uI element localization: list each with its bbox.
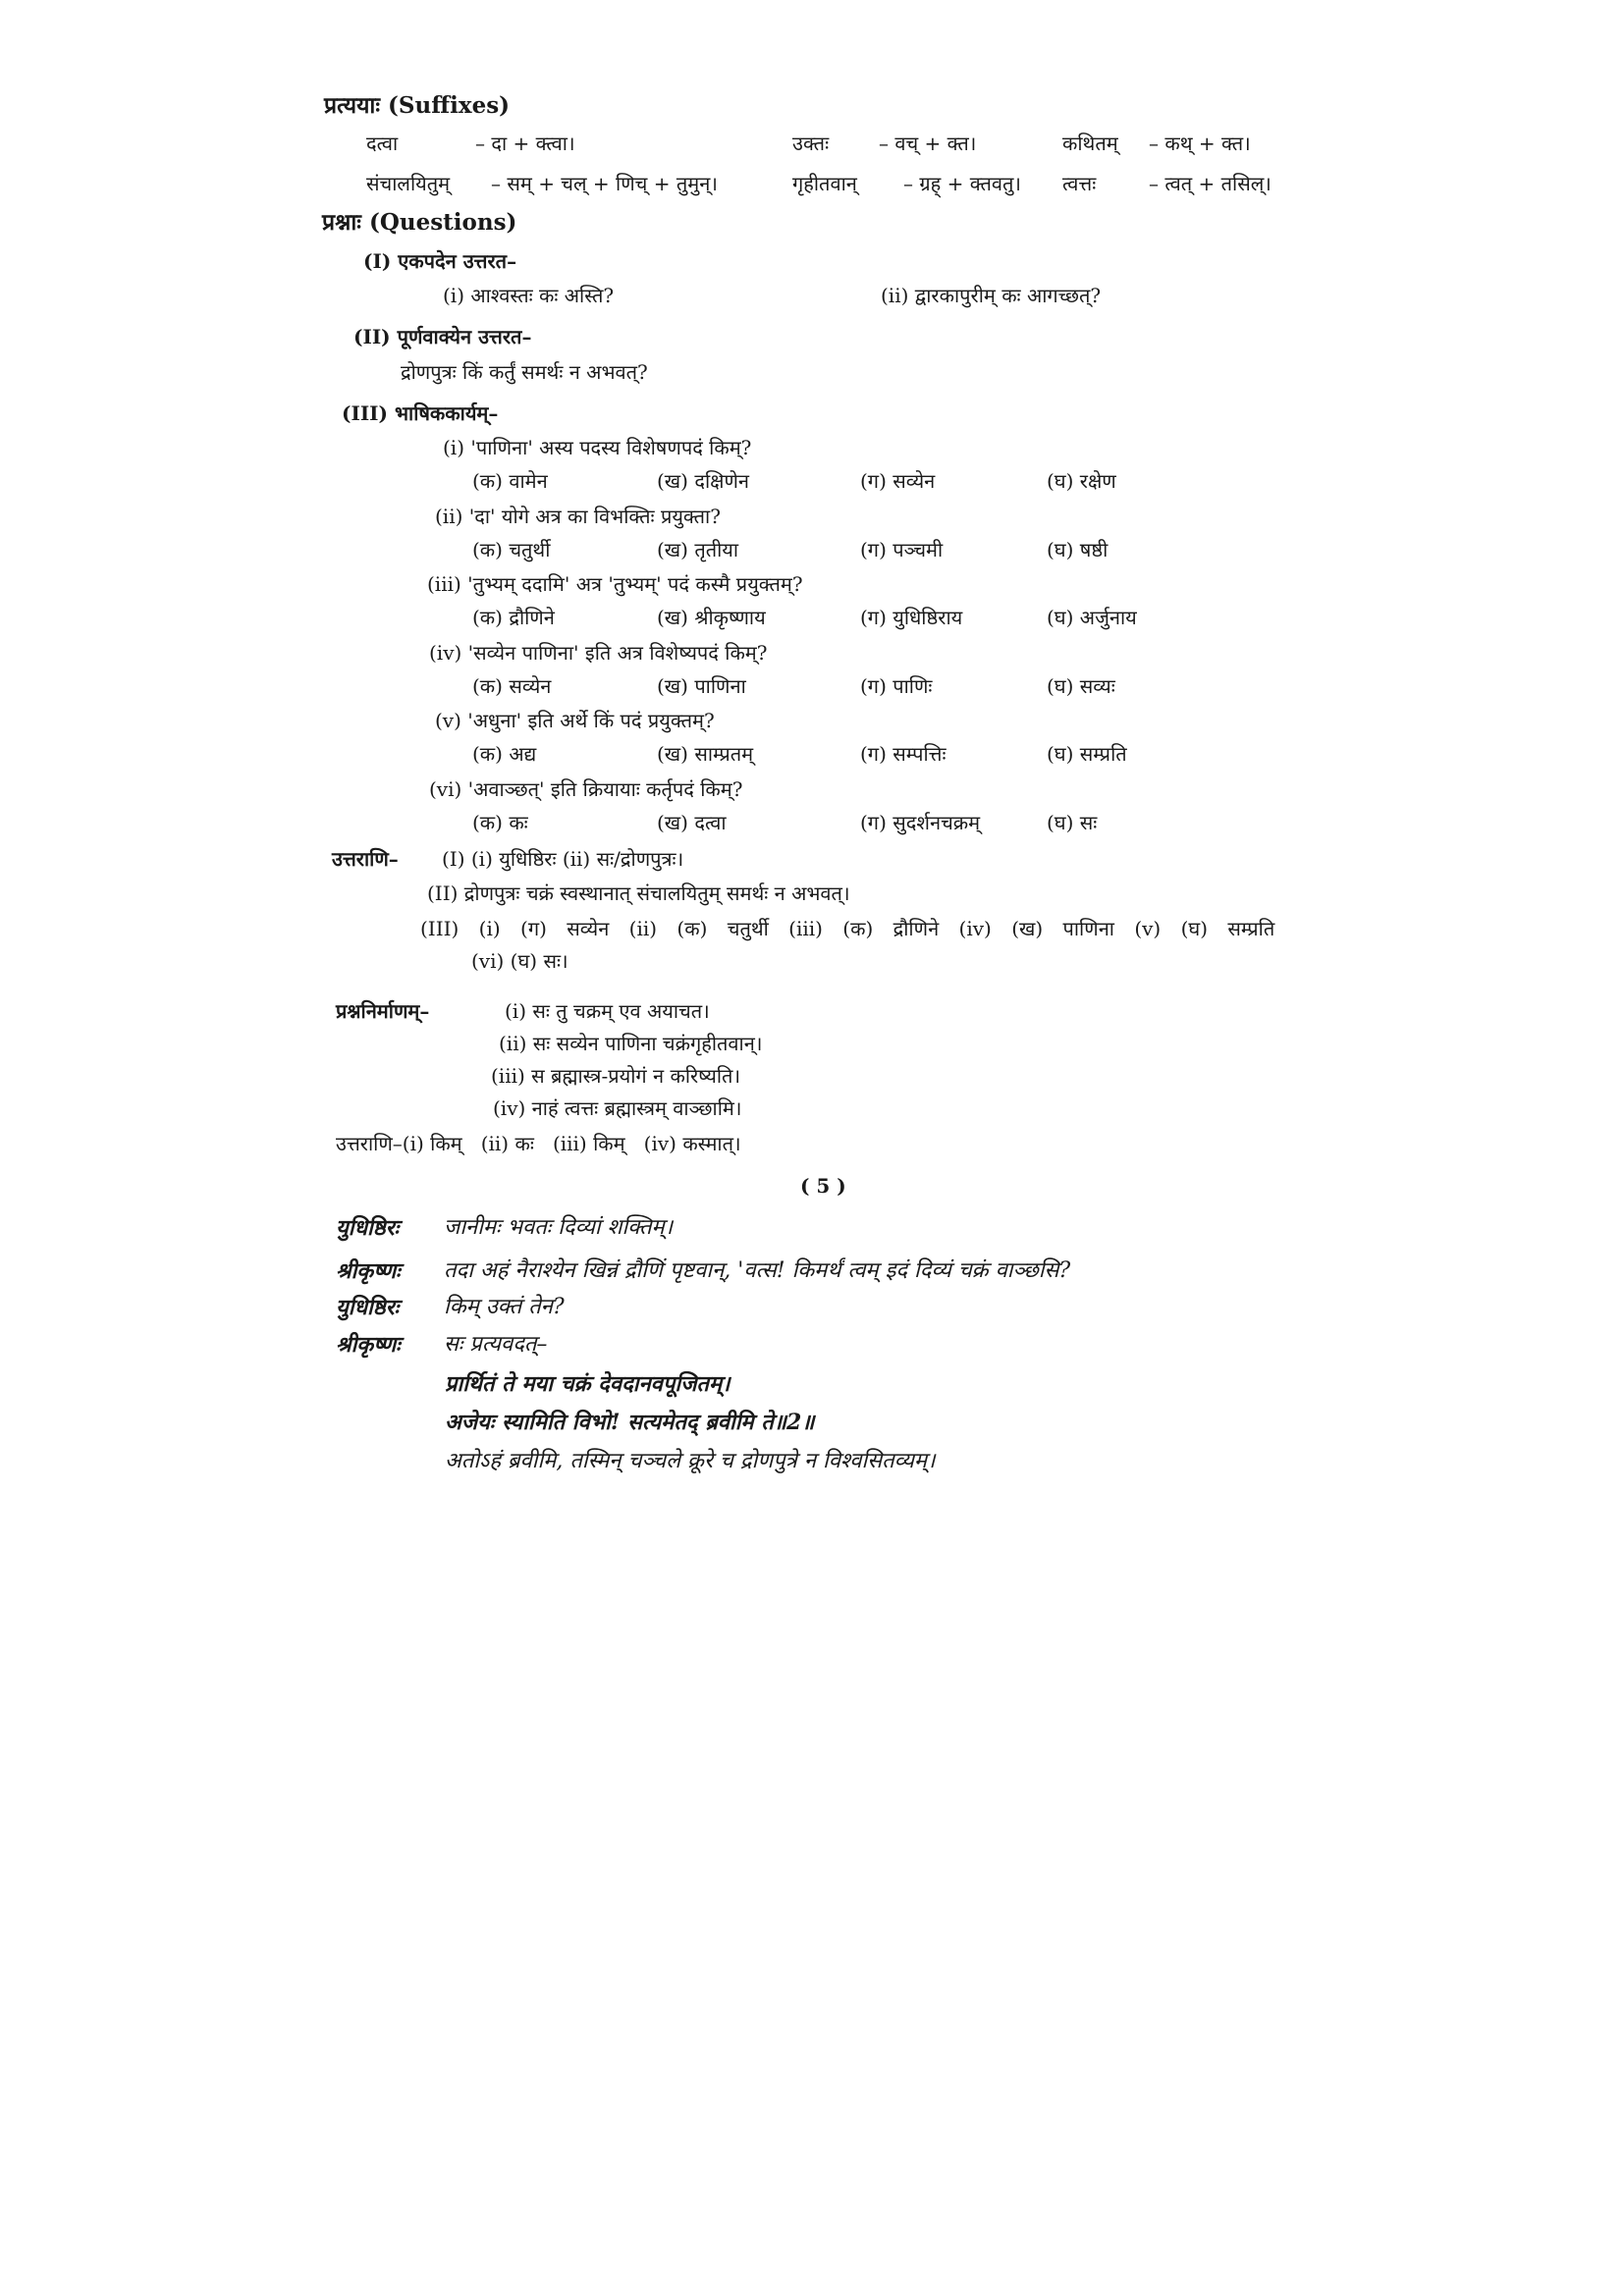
answer-line: (II) द्रोणपुत्रः चक्रं स्वस्थानात् संचालयितुम् समर्थः न अभवत्। xyxy=(427,881,850,905)
answer-option: (ख) साम्प्रतम् xyxy=(657,742,754,766)
question-item: (ii) द्वारकापुरीम् कः आगच्छत्? xyxy=(881,284,1102,307)
answer-option: (ग) सम्पत्तिः xyxy=(860,742,947,766)
one-word-label: (I) एकपदेन उत्तरत– xyxy=(363,249,517,273)
answer-option: (क) सव्येन xyxy=(472,673,552,698)
questions-heading: प्रश्नाः (Questions) xyxy=(322,209,517,236)
suffix-word: संचालयितुम् xyxy=(366,172,451,195)
suffix-formation: – ग्रह् + क्तवतु। xyxy=(903,172,1021,195)
language-question: (iii) 'तुभ्यम् ददामि' अत्र 'तुभ्यम्' पदं कस्मै प्रयुक्तम्? xyxy=(427,572,803,596)
speaker-name: युधिष्ठिरः xyxy=(336,1215,400,1241)
answer-option: (घ) सम्प्रति xyxy=(1047,742,1127,766)
answer-option: (ग) सुदर्शनचक्रम् xyxy=(860,810,981,834)
speaker-name: युधिष्ठिरः xyxy=(336,1295,400,1320)
dialogue-text: सः प्रत्यवदत्– xyxy=(444,1332,548,1357)
answer-option: (ग) सव्येन xyxy=(860,469,936,493)
suffix-word: उक्तः xyxy=(792,132,830,155)
answer-option: (क) वामेन xyxy=(472,469,548,493)
answer-option: (ख) तृतीया xyxy=(657,537,739,561)
answer-option: (ख) दत्वा xyxy=(657,810,727,834)
suffix-word: दत्वा xyxy=(366,132,399,155)
question-making-item: (ii) सः सव्येन पाणिना चक्रंगृहीतवान्। xyxy=(499,1032,763,1055)
verse-line: अजेयः स्यामिति विभो! सत्यमेतद् ब्रवीमि ते॥2॥ xyxy=(445,1410,815,1435)
language-question: (i) 'पाणिना' अस्य पदस्य विशेषणपदं किम्? xyxy=(443,436,752,459)
question-making-answers: उत्तराणि–(i) किम् (ii) कः (iii) किम् (iv) कस्मात्। xyxy=(336,1132,741,1155)
answer-option: (ख) दक्षिणेन xyxy=(657,469,750,493)
language-question: (vi) 'अवाञ्छत्' इति क्रियायाः कर्तृपदं किम्? xyxy=(429,776,743,801)
suffixes-heading: प्रत्ययाः (Suffixes) xyxy=(324,92,511,119)
answer-option: (क) द्रौणिने xyxy=(472,606,555,629)
suffix-formation: – त्वत् + तसिल्। xyxy=(1149,172,1271,195)
full-sentence-label: (II) पूर्णवाक्येन उत्तरत– xyxy=(353,325,532,348)
answer-option: (ख) श्रीकृष्णाय xyxy=(657,606,766,629)
answer-line: (I) (i) युधिष्ठिरः (ii) सः/द्रोणपुत्रः। xyxy=(442,847,684,871)
question-making-item: (i) सः तु चक्रम् एव अयाचत। xyxy=(505,999,710,1023)
suffix-word: कथितम् xyxy=(1062,132,1118,155)
language-work-label: (III) भाषिककार्यम्– xyxy=(342,401,499,425)
question-item: (i) आश्वस्तः कः अस्ति? xyxy=(443,284,615,307)
answer-option: (ख) पाणिना xyxy=(657,673,746,698)
suffix-formation: – वच् + क्त। xyxy=(879,132,977,155)
language-question: (v) 'अधुना' इति अर्थे किं पदं प्रयुक्तम्? xyxy=(435,709,715,732)
answer-option: (क) चतुर्थी xyxy=(472,537,551,561)
suffix-formation: – दा + क्त्वा। xyxy=(475,132,575,155)
question-making-item: (iv) नाहं त्वत्तः ब्रह्मास्त्रम् वाञ्छामि। xyxy=(493,1096,742,1120)
suffix-word: त्वत्तः xyxy=(1062,172,1097,195)
dialogue-text: जानीमः भवतः दिव्यां शक्तिम्। xyxy=(444,1215,674,1240)
answer-option: (घ) षष्ठी xyxy=(1047,537,1109,561)
answer-option: (घ) अर्जुनाय xyxy=(1047,606,1137,629)
language-question: (ii) 'दा' योगे अत्र का विभक्तिः प्रयुक्ता? xyxy=(435,504,721,528)
closing-line: अतोऽहं ब्रवीमि, तस्मिन् चञ्चले क्रूरे च द्रोणपुत्रे न विश्वसितव्यम्। xyxy=(445,1449,936,1473)
question-making-label: प्रश्ननिर्माणम्– xyxy=(336,999,430,1023)
answer-option: (क) अद्य xyxy=(472,742,537,766)
answers-label: उत्तराणि– xyxy=(332,847,399,871)
language-question: (iv) 'सव्येन पाणिना' इति अत्र विशेष्यपदं किम्? xyxy=(429,640,768,665)
answer-option: (क) कः xyxy=(472,810,528,834)
question-item: द्रोणपुत्रः किं कर्तुं समर्थः न अभवत्? xyxy=(401,360,648,384)
answer-option: (ग) पाणिः xyxy=(860,673,933,698)
answer-option: (घ) रक्षेण xyxy=(1047,469,1116,493)
dialogue-text: तदा अहं नैराश्येन खिन्नं द्रौणिं पृष्टवान्, 'वत्स! किमर्थं त्वम् इदं दिव्यं चक्रं वाञ्छसि? xyxy=(444,1258,1071,1283)
answer-option: (घ) सः xyxy=(1047,810,1098,834)
verse-line: प्रार्थितं ते मया चक्रं देवदानवपूजितम्। xyxy=(445,1371,730,1397)
suffix-word: गृहीतवान् xyxy=(792,172,857,195)
dialogue-text: किम् उक्तं तेन? xyxy=(444,1295,565,1319)
answer-line: (III) (i) (ग) सव्येन (ii) (क) चतुर्थी (iii) (क) द्रौणिने (iv) (ख) पाणिना (v) (घ) सम्प्रति xyxy=(420,917,1275,940)
question-making-item: (iii) स ब्रह्मास्त्र-प्रयोगं न करिष्यति। xyxy=(491,1064,741,1088)
suffix-formation: – सम् + चल् + णिच् + तुमुन्। xyxy=(491,172,718,195)
speaker-name: श्रीकृष्णः xyxy=(336,1258,401,1284)
answer-option: (ग) पञ्चमी xyxy=(860,537,944,561)
answer-option: (घ) सव्यः xyxy=(1047,673,1115,698)
speaker-name: श्रीकृष्णः xyxy=(336,1332,401,1358)
section-number: ( 5 ) xyxy=(800,1174,846,1198)
suffix-formation: – कथ् + क्त। xyxy=(1149,132,1251,155)
answer-line: (vi) (घ) सः। xyxy=(471,949,568,973)
answer-option: (ग) युधिष्ठिराय xyxy=(860,606,963,629)
